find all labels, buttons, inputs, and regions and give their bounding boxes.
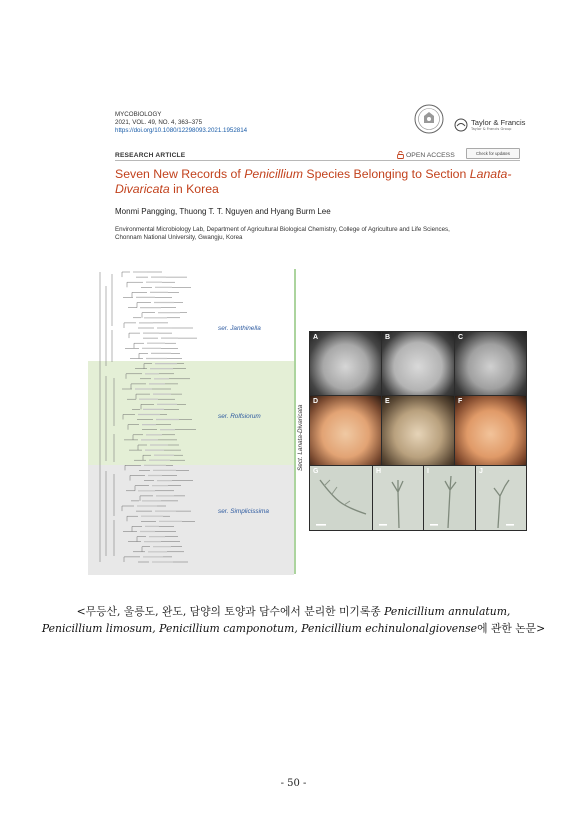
affiliation-line1: Environmental Microbiology Lab, Department of Agricultural Biological Chemistry, College of Agriculture and Life Sciences, [115, 226, 450, 233]
title-genus: Penicillium [244, 167, 303, 181]
journal-volume: 2021, VOL. 49, NO. 4, 363–375 [115, 119, 203, 126]
panel-d-photo [310, 396, 381, 465]
section-label: Sect. Lanata-Divaricata [297, 404, 304, 471]
phylogenetic-tree-figure [88, 266, 306, 584]
panel-a-photo [310, 332, 381, 395]
panel-letter-a: A [313, 334, 319, 341]
paper-page-image [88, 96, 528, 596]
title-section: Lanata-Divaricata [115, 167, 512, 196]
conidiophore-g-icon [310, 466, 372, 530]
series-label-rolfsiorum: ser. Rolfsiorum [218, 413, 261, 420]
open-access-label: OPEN ACCESS [406, 151, 455, 159]
panel-h-photo [373, 466, 423, 530]
header-divider [115, 160, 520, 161]
panel-f-photo [455, 396, 526, 465]
panel-letter-g: G [313, 468, 319, 475]
check-updates-button[interactable]: Check for updates [466, 148, 520, 159]
panel-i-photo [424, 466, 475, 530]
morphology-photo-panel [309, 331, 527, 531]
series-label-janthinella: ser. Janthinella [218, 325, 261, 332]
panel-letter-i: I [427, 468, 429, 475]
university-seal-icon [414, 104, 444, 134]
panel-c-photo [455, 332, 526, 395]
band-rolfsiorum [88, 361, 294, 465]
journal-name: MYCOBIOLOGY [115, 111, 162, 118]
publisher-name: Taylor & Francis [471, 118, 526, 127]
publisher-sub: Taylor & Francis Group [471, 127, 512, 131]
caption-line1 [20, 603, 567, 620]
page-number: - 50 - [280, 778, 307, 789]
series-label-simplicissima: ser. Simplicissima [218, 508, 269, 515]
caption-line2 [20, 620, 567, 637]
title-part2: Species Belonging to Section [302, 167, 470, 181]
author-list: Monmi Pangging, Thuong T. T. Nguyen and Hyang Burm Lee [115, 207, 331, 216]
article-type: RESEARCH ARTICLE [115, 152, 186, 159]
conidiophore-j-icon [476, 466, 526, 530]
article-title [115, 167, 515, 197]
panel-letter-f: F [458, 398, 463, 405]
affiliation-line2: Chonnam National University, Gwangju, Korea [115, 234, 243, 241]
caption-suffix: 에 관한 논문> [477, 622, 546, 635]
conidiophore-h-icon [373, 466, 423, 530]
panel-j-photo [476, 466, 526, 530]
panel-letter-j: J [479, 468, 483, 475]
doi-link[interactable]: https://doi.org/10.1080/12298093.2021.1952814 [115, 127, 248, 134]
band-janthinella [88, 268, 294, 361]
panel-b-photo [382, 332, 454, 395]
publisher-logo [454, 118, 525, 132]
caption-species3: Penicillium camponotum, [159, 622, 298, 635]
caption-species1: Penicillium annulatum, [384, 605, 511, 618]
panel-letter-h: H [376, 468, 382, 475]
panel-letter-c: C [458, 334, 464, 341]
caption-species4: Penicillium echinulonalgiovense [301, 622, 478, 635]
conidiophore-i-icon [424, 466, 475, 530]
title-part3: in Korea [169, 182, 219, 196]
journal-meta [115, 111, 247, 135]
open-lock-icon [397, 151, 404, 159]
open-access-badge [397, 151, 455, 159]
figure-caption [20, 603, 567, 637]
publisher-emblem-icon [454, 118, 468, 132]
title-part1: Seven New Records of [115, 167, 245, 181]
panel-letter-d: D [313, 398, 319, 405]
affiliation [115, 226, 525, 242]
panel-letter-b: B [385, 334, 391, 341]
band-simplicissima [88, 465, 294, 575]
panel-letter-e: E [385, 398, 390, 405]
panel-g-photo [310, 466, 372, 530]
caption-species2: Penicillium limosum, [41, 622, 156, 635]
panel-e-photo [382, 396, 454, 465]
caption-prefix: <무등산, 울릉도, 완도, 담양의 토양과 담수에서 분리한 미기록종 [76, 605, 385, 618]
